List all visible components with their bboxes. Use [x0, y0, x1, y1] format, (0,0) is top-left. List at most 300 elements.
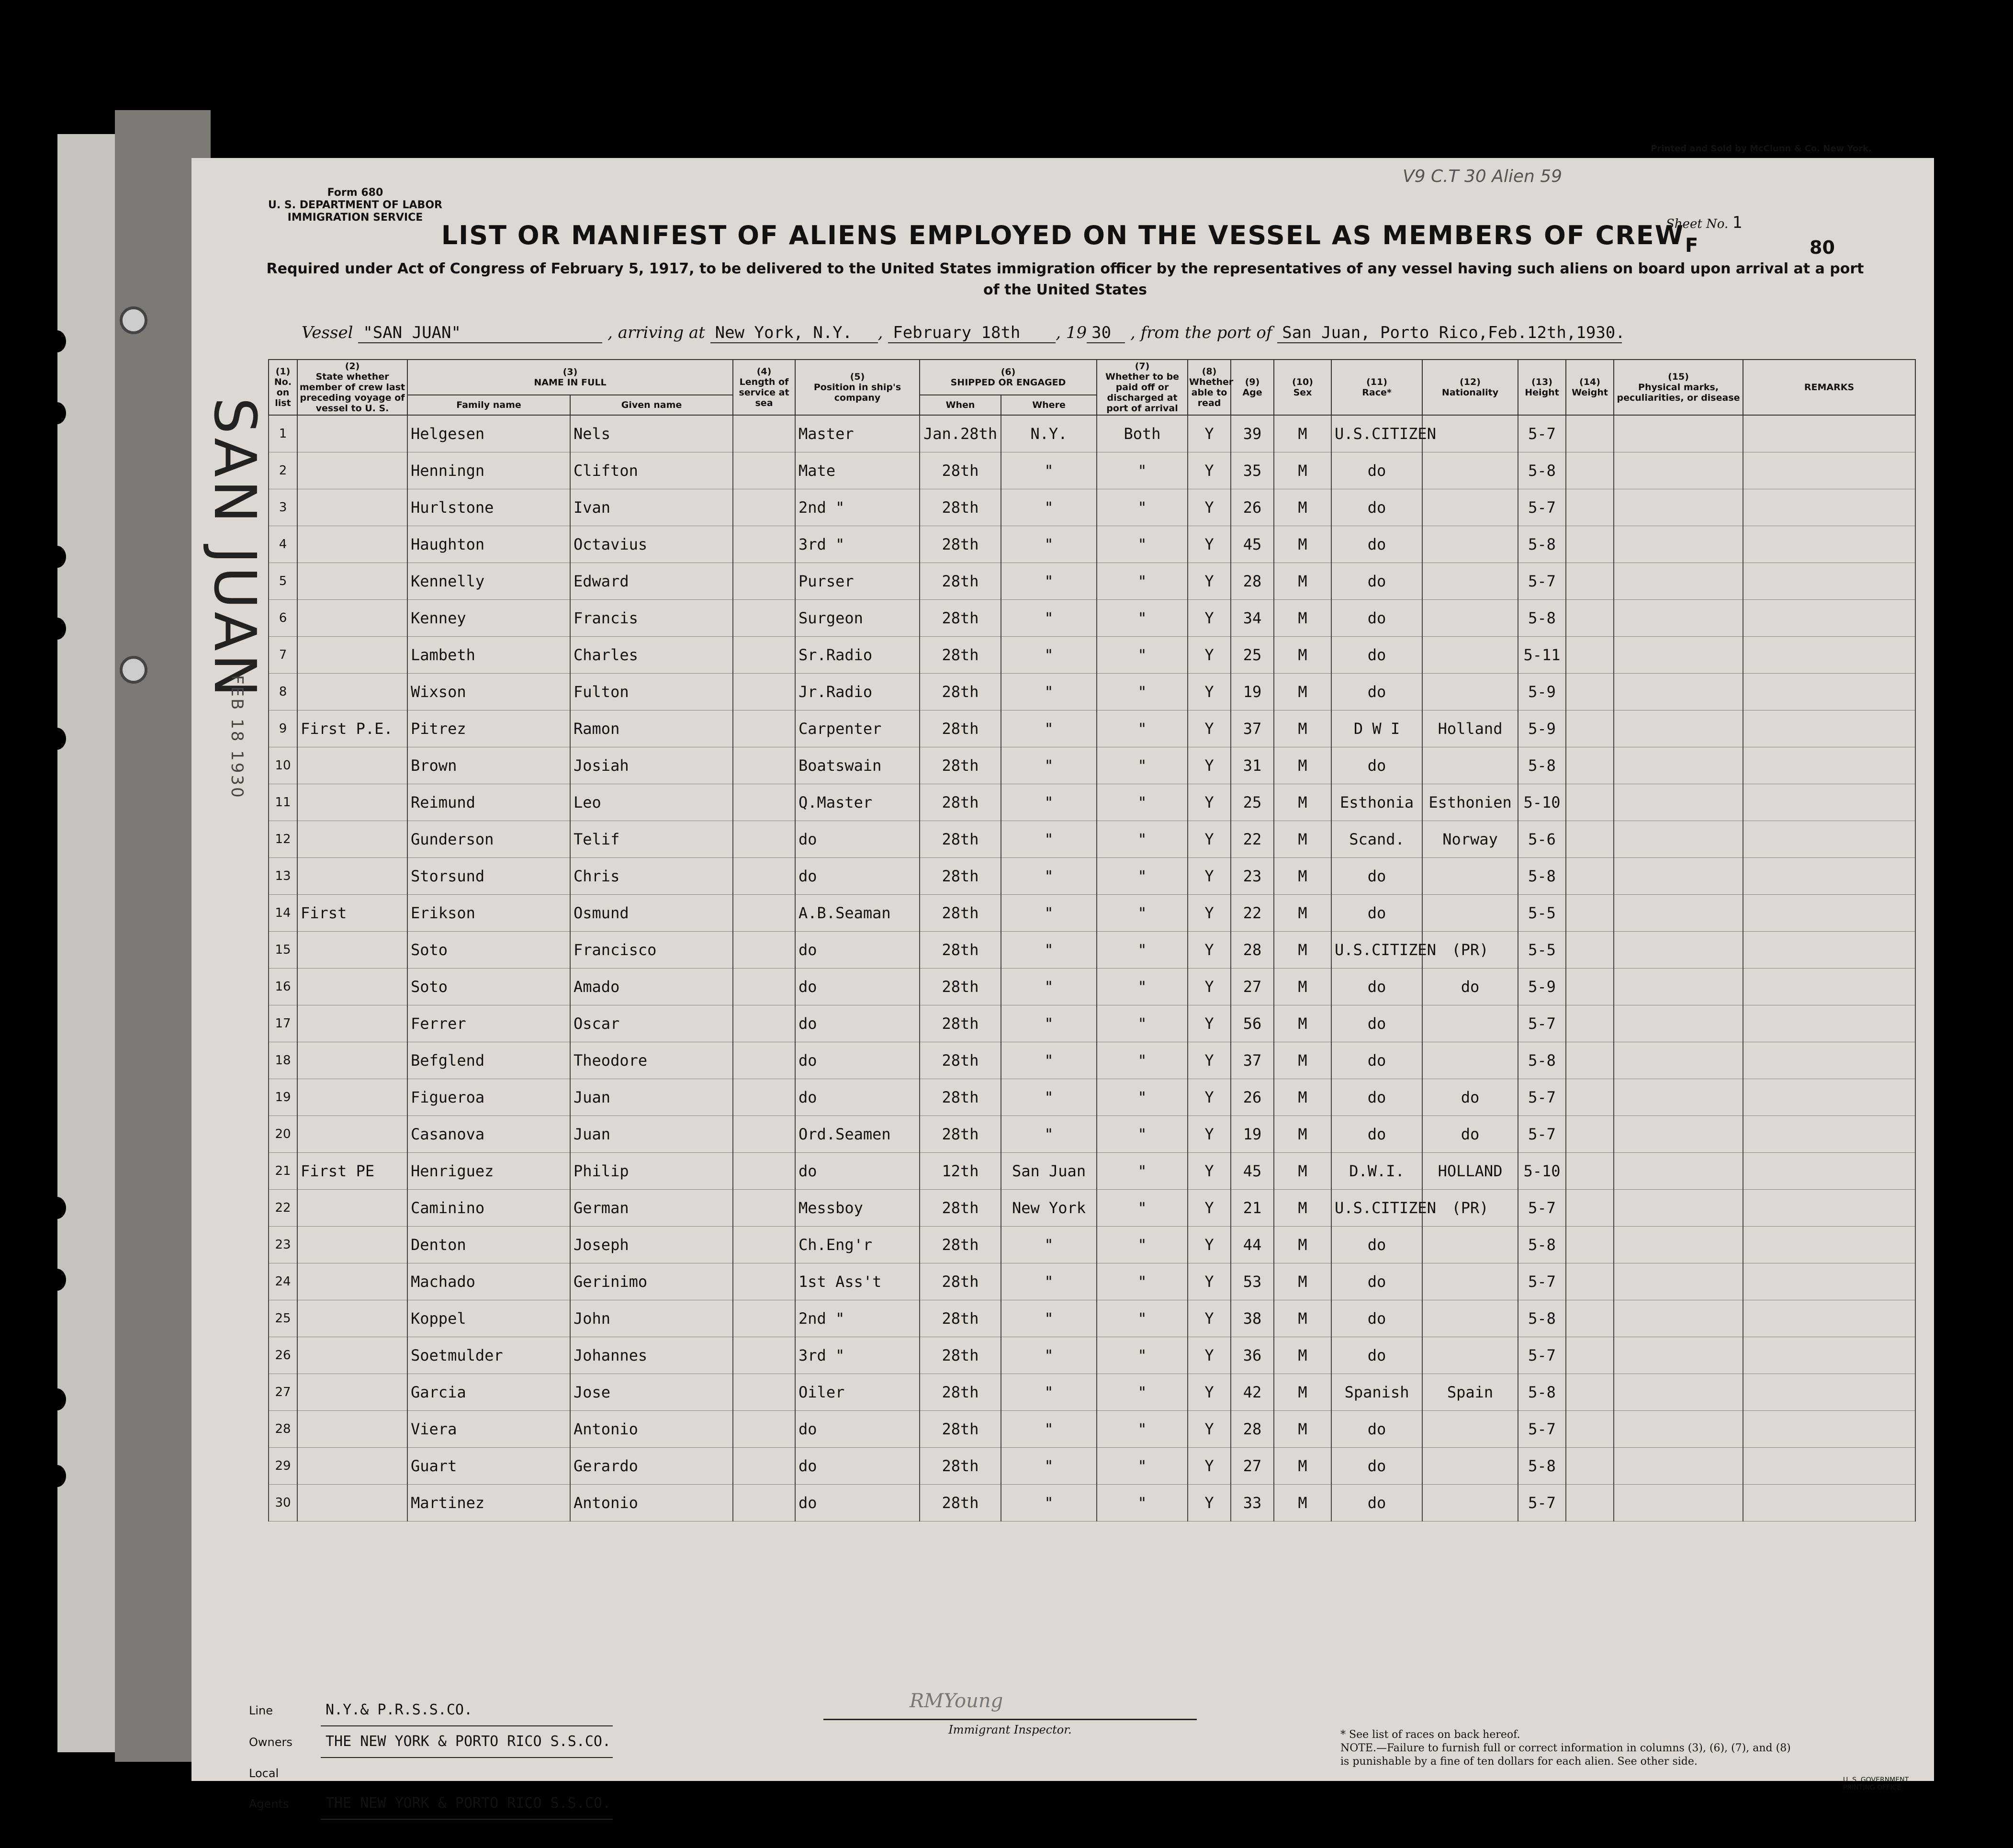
- cell-physical-marks: [1614, 1227, 1743, 1263]
- cell-length-of-service: [733, 1448, 795, 1485]
- cell-family-name: Ferrer: [407, 1005, 570, 1042]
- cell-height: 5-8: [1518, 1374, 1566, 1411]
- cell-shipped-when: 28th: [920, 858, 1001, 895]
- table-row: [269, 932, 1915, 969]
- cell-remarks: [1743, 1153, 1915, 1190]
- printer-credit: Printed and Sold by McClunn & Co. New York.: [1651, 144, 1872, 154]
- cell-weight: [1566, 1190, 1614, 1227]
- cell-nationality: do: [1422, 1079, 1518, 1116]
- cell-nationality: Esthonien: [1422, 784, 1518, 821]
- cell-shipped-where: ": [1001, 1227, 1097, 1263]
- department: U. S. DEPARTMENT OF LABOR: [268, 199, 442, 211]
- cell-height: 5-7: [1518, 1079, 1566, 1116]
- cell-family-name: Koppel: [407, 1300, 570, 1337]
- cell-row-number: 17: [269, 1005, 297, 1042]
- cell-nationality: [1422, 1485, 1518, 1521]
- cell-height: 5-8: [1518, 600, 1566, 637]
- cell-race: do: [1331, 637, 1422, 674]
- cell-given-name: Oscar: [570, 1005, 733, 1042]
- cell-given-name: Joseph: [570, 1227, 733, 1263]
- cell-position: do: [795, 1079, 920, 1116]
- cell-paid-off: ": [1097, 821, 1188, 858]
- cell-shipped-where: ": [1001, 1263, 1097, 1300]
- cell-race: do: [1331, 563, 1422, 600]
- cell-given-name: Gerinimo: [570, 1263, 733, 1300]
- cell-shipped-when: 28th: [920, 1448, 1001, 1485]
- cell-shipped-where: ": [1001, 969, 1097, 1005]
- cell-height: 5-8: [1518, 1300, 1566, 1337]
- cell-able-to-read: Y: [1188, 600, 1231, 637]
- cell-family-name: Soto: [407, 932, 570, 969]
- cell-sex: M: [1274, 1337, 1331, 1374]
- cell-remarks: [1743, 637, 1915, 674]
- cell-family-name: Brown: [407, 747, 570, 784]
- cell-age: 39: [1231, 415, 1274, 452]
- cell-nationality: [1422, 452, 1518, 489]
- cell-position: do: [795, 1485, 920, 1521]
- cell-position: Surgeon: [795, 600, 920, 637]
- cell-age: 37: [1231, 710, 1274, 747]
- arrival-date: February 18th: [888, 323, 1056, 343]
- cell-given-name: Theodore: [570, 1042, 733, 1079]
- cell-shipped-where: New York: [1001, 1190, 1097, 1227]
- cell-height: 5-8: [1518, 747, 1566, 784]
- table-row: [269, 452, 1915, 489]
- cell-family-name: Haughton: [407, 526, 570, 563]
- cell-weight: [1566, 1116, 1614, 1153]
- cell-shipped-when: 28th: [920, 1005, 1001, 1042]
- cell-nationality: (PR): [1422, 1190, 1518, 1227]
- cell-family-name: Gunderson: [407, 821, 570, 858]
- cell-length-of-service: [733, 1153, 795, 1190]
- cell-given-name: Ivan: [570, 489, 733, 526]
- cell-physical-marks: [1614, 1005, 1743, 1042]
- cell-position: do: [795, 1448, 920, 1485]
- cell-physical-marks: [1614, 932, 1743, 969]
- cell-length-of-service: [733, 526, 795, 563]
- table-row: [269, 969, 1915, 1005]
- cell-prev-voyage: [297, 563, 407, 600]
- cell-shipped-where: San Juan: [1001, 1153, 1097, 1190]
- cell-remarks: [1743, 1227, 1915, 1263]
- cell-physical-marks: [1614, 1263, 1743, 1300]
- cell-physical-marks: [1614, 747, 1743, 784]
- col-family-name: Family name: [407, 395, 570, 415]
- cell-given-name: John: [570, 1300, 733, 1337]
- cell-nationality: [1422, 563, 1518, 600]
- cell-age: 34: [1231, 600, 1274, 637]
- cell-weight: [1566, 563, 1614, 600]
- cell-weight: [1566, 1337, 1614, 1374]
- table-row: [269, 637, 1915, 674]
- cell-nationality: [1422, 747, 1518, 784]
- owners-label: Owners: [249, 1735, 292, 1749]
- cell-nationality: [1422, 489, 1518, 526]
- cell-sex: M: [1274, 526, 1331, 563]
- cell-nationality: [1422, 526, 1518, 563]
- cell-length-of-service: [733, 600, 795, 637]
- cell-row-number: 14: [269, 895, 297, 932]
- col-name: (3) NAME IN FULL: [407, 360, 733, 395]
- cell-given-name: Gerardo: [570, 1448, 733, 1485]
- cell-remarks: [1743, 415, 1915, 452]
- cell-shipped-where: ": [1001, 1448, 1097, 1485]
- cell-shipped-when: 28th: [920, 1374, 1001, 1411]
- cell-length-of-service: [733, 1042, 795, 1079]
- cell-physical-marks: [1614, 710, 1743, 747]
- cell-family-name: Erikson: [407, 895, 570, 932]
- cell-family-name: Storsund: [407, 858, 570, 895]
- cell-able-to-read: Y: [1188, 784, 1231, 821]
- cell-height: 5-8: [1518, 1448, 1566, 1485]
- cell-prev-voyage: [297, 1300, 407, 1337]
- cell-height: 5-7: [1518, 1263, 1566, 1300]
- cell-nationality: HOLLAND: [1422, 1153, 1518, 1190]
- cell-shipped-when: 28th: [920, 563, 1001, 600]
- cell-height: 5-11: [1518, 637, 1566, 674]
- cell-weight: [1566, 1079, 1614, 1116]
- cell-prev-voyage: [297, 747, 407, 784]
- cell-paid-off: ": [1097, 1153, 1188, 1190]
- cell-remarks: [1743, 1448, 1915, 1485]
- cell-shipped-when: 28th: [920, 1190, 1001, 1227]
- cell-length-of-service: [733, 1485, 795, 1521]
- cell-weight: [1566, 1374, 1614, 1411]
- cell-age: 19: [1231, 674, 1274, 710]
- cell-physical-marks: [1614, 969, 1743, 1005]
- cell-shipped-when: 28th: [920, 1485, 1001, 1521]
- cell-physical-marks: [1614, 821, 1743, 858]
- cell-remarks: [1743, 895, 1915, 932]
- cell-given-name: Francis: [570, 600, 733, 637]
- cell-age: 28: [1231, 563, 1274, 600]
- cell-given-name: Telif: [570, 821, 733, 858]
- cell-shipped-where: ": [1001, 1042, 1097, 1079]
- cell-position: 2nd ": [795, 1300, 920, 1337]
- cell-physical-marks: [1614, 895, 1743, 932]
- cell-remarks: [1743, 821, 1915, 858]
- cell-shipped-where: ": [1001, 1300, 1097, 1337]
- cell-nationality: [1422, 1448, 1518, 1485]
- cell-shipped-where: ": [1001, 526, 1097, 563]
- cell-given-name: Osmund: [570, 895, 733, 932]
- vessel-label: Vessel: [302, 323, 353, 342]
- cell-age: 19: [1231, 1116, 1274, 1153]
- cell-shipped-when: 28th: [920, 969, 1001, 1005]
- cell-able-to-read: Y: [1188, 710, 1231, 747]
- cell-prev-voyage: First PE: [297, 1153, 407, 1190]
- cell-prev-voyage: [297, 674, 407, 710]
- cell-able-to-read: Y: [1188, 1153, 1231, 1190]
- cell-sex: M: [1274, 489, 1331, 526]
- cell-length-of-service: [733, 932, 795, 969]
- cell-race: do: [1331, 1337, 1422, 1374]
- cell-paid-off: ": [1097, 895, 1188, 932]
- cell-shipped-when: 28th: [920, 1079, 1001, 1116]
- cell-length-of-service: [733, 895, 795, 932]
- cell-shipped-where: ": [1001, 932, 1097, 969]
- binder-strip-outer: [57, 134, 124, 1752]
- year-label: , 19: [1056, 323, 1087, 342]
- cell-physical-marks: [1614, 784, 1743, 821]
- cell-height: 5-7: [1518, 1337, 1566, 1374]
- col-sex: (10) Sex: [1274, 360, 1331, 415]
- cell-race: do: [1331, 1227, 1422, 1263]
- cell-sex: M: [1274, 1042, 1331, 1079]
- line-label: Line: [249, 1704, 273, 1717]
- cell-race: do: [1331, 1005, 1422, 1042]
- cell-height: 5-5: [1518, 932, 1566, 969]
- cell-row-number: 24: [269, 1263, 297, 1300]
- form-header: [268, 187, 442, 224]
- document-subtitle: Required under Act of Congress of February 5, 1917, to be delivered to the United States immigration officer by the representatives of any vessel having such aliens on board upon arrival at a port of the United States: [266, 260, 1864, 298]
- cell-family-name: Martinez: [407, 1485, 570, 1521]
- cell-nationality: [1422, 1263, 1518, 1300]
- cell-age: 44: [1231, 1227, 1274, 1263]
- cell-nationality: [1422, 858, 1518, 895]
- cell-sex: M: [1274, 1190, 1331, 1227]
- col-height: (13) Height: [1518, 360, 1566, 415]
- cell-age: 31: [1231, 747, 1274, 784]
- cell-height: 5-7: [1518, 1190, 1566, 1227]
- cell-position: Oiler: [795, 1374, 920, 1411]
- cell-length-of-service: [733, 747, 795, 784]
- cell-length-of-service: [733, 821, 795, 858]
- cell-shipped-where: ": [1001, 1116, 1097, 1153]
- table-row: [269, 1116, 1915, 1153]
- cell-remarks: [1743, 1042, 1915, 1079]
- cell-remarks: [1743, 1263, 1915, 1300]
- cell-remarks: [1743, 1374, 1915, 1411]
- races-note: * See list of races on back hereof.: [1340, 1729, 1520, 1741]
- cell-sex: M: [1274, 1079, 1331, 1116]
- table-row: [269, 600, 1915, 637]
- cell-age: 45: [1231, 526, 1274, 563]
- cell-physical-marks: [1614, 1485, 1743, 1521]
- cell-paid-off: ": [1097, 1005, 1188, 1042]
- cell-shipped-where: ": [1001, 1374, 1097, 1411]
- cell-nationality: [1422, 1005, 1518, 1042]
- cell-age: 23: [1231, 858, 1274, 895]
- cell-physical-marks: [1614, 1079, 1743, 1116]
- cell-given-name: Philip: [570, 1153, 733, 1190]
- cell-shipped-when: 12th: [920, 1153, 1001, 1190]
- cell-nationality: Holland: [1422, 710, 1518, 747]
- cell-paid-off: ": [1097, 489, 1188, 526]
- cell-sex: M: [1274, 1005, 1331, 1042]
- cell-prev-voyage: [297, 1227, 407, 1263]
- col-remarks: REMARKS: [1743, 360, 1915, 415]
- cell-height: 5-8: [1518, 1042, 1566, 1079]
- cell-physical-marks: [1614, 674, 1743, 710]
- cell-weight: [1566, 600, 1614, 637]
- table-row: [269, 1263, 1915, 1300]
- cell-family-name: Reimund: [407, 784, 570, 821]
- cell-sex: M: [1274, 563, 1331, 600]
- cell-family-name: Helgesen: [407, 415, 570, 452]
- cell-sex: M: [1274, 600, 1331, 637]
- footer-notes: [1340, 1728, 1800, 1769]
- table-row: [269, 489, 1915, 526]
- cell-shipped-when: 28th: [920, 821, 1001, 858]
- cell-shipped-when: 28th: [920, 1337, 1001, 1374]
- cell-position: 3rd ": [795, 526, 920, 563]
- service: IMMIGRATION SERVICE: [287, 212, 423, 224]
- table-header: [269, 360, 1915, 415]
- cell-race: do: [1331, 526, 1422, 563]
- table-row: [269, 784, 1915, 821]
- cell-remarks: [1743, 1190, 1915, 1227]
- cell-weight: [1566, 747, 1614, 784]
- arrival-year: 30: [1087, 323, 1125, 343]
- cell-shipped-where: ": [1001, 563, 1097, 600]
- document-title: LIST OR MANIFEST OF ALIENS EMPLOYED ON THE VESSEL AS MEMBERS OF CREW: [441, 220, 1685, 250]
- col-length: (4) Length of service at sea: [733, 360, 795, 415]
- cell-weight: [1566, 1263, 1614, 1300]
- cell-row-number: 19: [269, 1079, 297, 1116]
- cell-race: do: [1331, 969, 1422, 1005]
- cell-shipped-when: 28th: [920, 1116, 1001, 1153]
- cell-able-to-read: Y: [1188, 1448, 1231, 1485]
- cell-age: 33: [1231, 1485, 1274, 1521]
- cell-age: 21: [1231, 1190, 1274, 1227]
- cell-race: do: [1331, 1079, 1422, 1116]
- cell-height: 5-9: [1518, 710, 1566, 747]
- cell-row-number: 18: [269, 1042, 297, 1079]
- cell-given-name: Clifton: [570, 452, 733, 489]
- table-row: [269, 1485, 1915, 1521]
- cell-length-of-service: [733, 710, 795, 747]
- cell-position: Ord.Seamen: [795, 1116, 920, 1153]
- cell-length-of-service: [733, 1374, 795, 1411]
- cell-prev-voyage: First P.E.: [297, 710, 407, 747]
- table-row: [269, 1190, 1915, 1227]
- cell-paid-off: ": [1097, 1448, 1188, 1485]
- cell-shipped-when: 28th: [920, 1411, 1001, 1448]
- cell-height: 5-7: [1518, 489, 1566, 526]
- cell-family-name: Guart: [407, 1448, 570, 1485]
- cell-row-number: 11: [269, 784, 297, 821]
- cell-length-of-service: [733, 858, 795, 895]
- table-row: [269, 415, 1915, 452]
- cell-paid-off: ": [1097, 1337, 1188, 1374]
- cell-position: Jr.Radio: [795, 674, 920, 710]
- cell-shipped-where: N.Y.: [1001, 415, 1097, 452]
- cell-prev-voyage: [297, 1190, 407, 1227]
- cell-nationality: Norway: [1422, 821, 1518, 858]
- cell-position: 1st Ass't: [795, 1263, 920, 1300]
- cell-shipped-where: ": [1001, 784, 1097, 821]
- cell-shipped-where: ": [1001, 1485, 1097, 1521]
- vessel-name: "SAN JUAN": [358, 323, 602, 343]
- vessel-line: Vessel "SAN JUAN" , arriving at New York, N.Y. , February 18th , 19 30 , from the port of San Juan, Porto Rico,Feb.12th,1930.: [302, 323, 1625, 342]
- cell-race: do: [1331, 1263, 1422, 1300]
- cell-sex: M: [1274, 895, 1331, 932]
- cell-height: 5-8: [1518, 858, 1566, 895]
- cell-prev-voyage: First: [297, 895, 407, 932]
- cell-paid-off: ": [1097, 1263, 1188, 1300]
- cell-family-name: Hurlstone: [407, 489, 570, 526]
- cell-row-number: 21: [269, 1153, 297, 1190]
- cell-weight: [1566, 969, 1614, 1005]
- cell-height: 5-7: [1518, 1005, 1566, 1042]
- cell-nationality: do: [1422, 969, 1518, 1005]
- table-row: [269, 1005, 1915, 1042]
- col-paid-off: (7) Whether to be paid off or discharged at port of arrival: [1097, 360, 1188, 415]
- cell-position: Q.Master: [795, 784, 920, 821]
- cell-position: Ch.Eng'r: [795, 1227, 920, 1263]
- cell-given-name: German: [570, 1190, 733, 1227]
- cell-age: 36: [1231, 1337, 1274, 1374]
- cell-paid-off: ": [1097, 1227, 1188, 1263]
- cell-remarks: [1743, 1116, 1915, 1153]
- cell-physical-marks: [1614, 1300, 1743, 1337]
- cell-sex: M: [1274, 710, 1331, 747]
- cell-paid-off: ": [1097, 1042, 1188, 1079]
- cell-shipped-where: ": [1001, 895, 1097, 932]
- cell-prev-voyage: [297, 526, 407, 563]
- cell-height: 5-7: [1518, 563, 1566, 600]
- cell-row-number: 4: [269, 526, 297, 563]
- cell-position: Messboy: [795, 1190, 920, 1227]
- cell-paid-off: ": [1097, 1079, 1188, 1116]
- cell-physical-marks: [1614, 637, 1743, 674]
- col-shipped: (6) SHIPPED OR ENGAGED: [920, 360, 1097, 395]
- cell-age: 56: [1231, 1005, 1274, 1042]
- cell-family-name: Figueroa: [407, 1079, 570, 1116]
- table-row: [269, 1300, 1915, 1337]
- cell-position: Sr.Radio: [795, 637, 920, 674]
- agents-value: THE NEW YORK & PORTO RICO S.S.CO.: [321, 1788, 613, 1820]
- cell-weight: [1566, 1485, 1614, 1521]
- cell-given-name: Juan: [570, 1116, 733, 1153]
- cell-family-name: Denton: [407, 1227, 570, 1263]
- cell-physical-marks: [1614, 489, 1743, 526]
- cell-sex: M: [1274, 1116, 1331, 1153]
- cell-length-of-service: [733, 1263, 795, 1300]
- cell-nationality: do: [1422, 1116, 1518, 1153]
- col-nationality: (12) Nationality: [1422, 360, 1518, 415]
- cell-paid-off: ": [1097, 1374, 1188, 1411]
- table-row: [269, 526, 1915, 563]
- cell-remarks: [1743, 1079, 1915, 1116]
- cell-given-name: Nels: [570, 415, 733, 452]
- cell-length-of-service: [733, 1411, 795, 1448]
- cell-length-of-service: [733, 1190, 795, 1227]
- cell-family-name: Viera: [407, 1411, 570, 1448]
- cell-remarks: [1743, 1485, 1915, 1521]
- cell-race: Spanish: [1331, 1374, 1422, 1411]
- cell-weight: [1566, 637, 1614, 674]
- cell-age: 25: [1231, 784, 1274, 821]
- cell-nationality: [1422, 895, 1518, 932]
- cell-position: Purser: [795, 563, 920, 600]
- cell-prev-voyage: [297, 784, 407, 821]
- date-stamp: FEB 18 1930: [227, 675, 247, 800]
- cell-race: do: [1331, 600, 1422, 637]
- cell-nationality: (PR): [1422, 932, 1518, 969]
- cell-physical-marks: [1614, 600, 1743, 637]
- cell-shipped-when: 28th: [920, 932, 1001, 969]
- cell-race: D W I: [1331, 710, 1422, 747]
- cell-paid-off: ": [1097, 858, 1188, 895]
- cell-length-of-service: [733, 1227, 795, 1263]
- table-row: [269, 1337, 1915, 1374]
- table-row: [269, 1079, 1915, 1116]
- table-row: [269, 710, 1915, 747]
- cell-remarks: [1743, 489, 1915, 526]
- punch-hole: [48, 402, 66, 424]
